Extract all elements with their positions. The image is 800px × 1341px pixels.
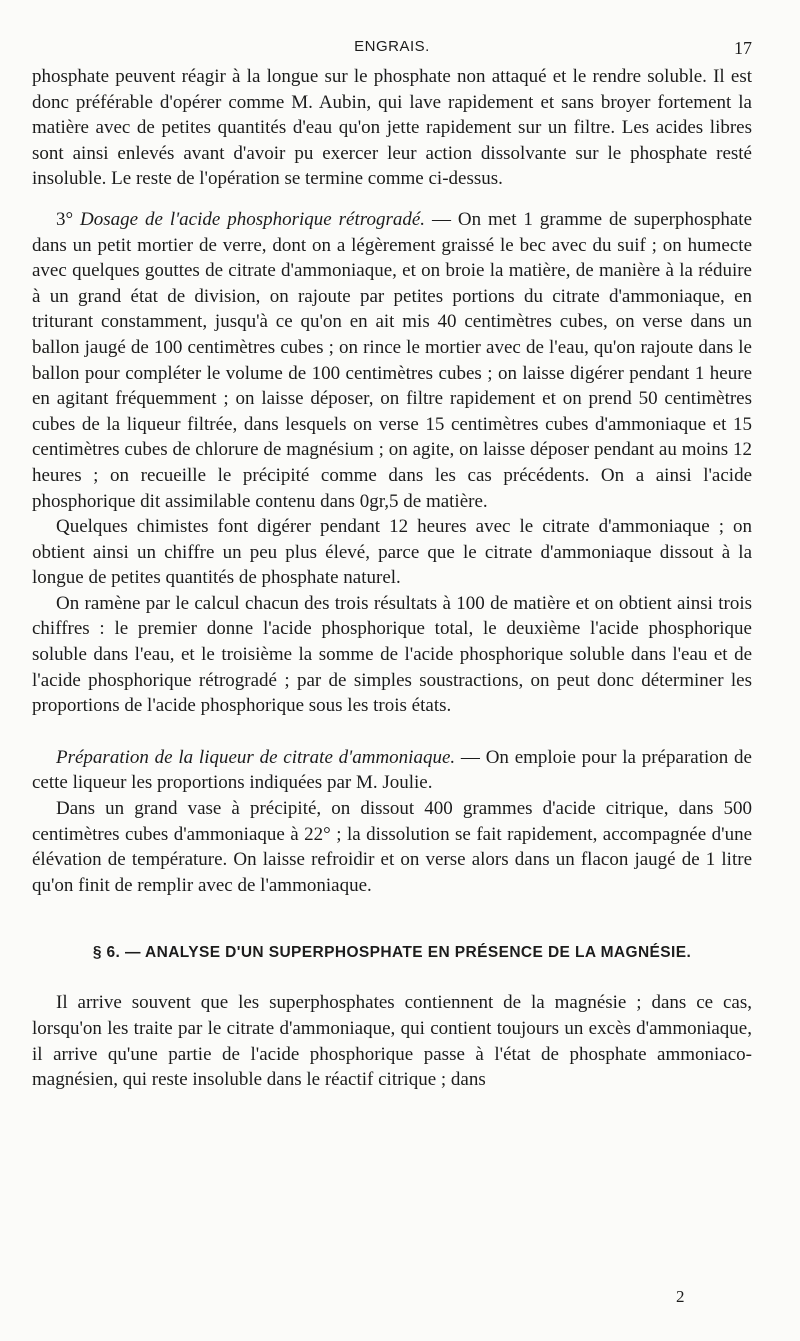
paragraph-dissolution: Dans un grand vase à précipité, on dissout 400 grammes d'acide citrique, dans 500 centimètres cubes d'ammoniaque à 22° ; la dissolution se fait rapidement, accompagnée d'une élévation de température. On laisse refroidir et on verse alors dans un flacon jaugé de 1 litre qu'on finit de remplir avec de l'ammoniaque. [32, 798, 752, 896]
paragraph-continuation: phosphate peuvent réagir à la longue sur le phosphate non attaqué et le rendre soluble. Il est donc préférable d'opérer comme M. Aubin, qui lave rapidement et sans broyer fortement la matière avec de petites quantités d'eau qu'on jette rapidement sur un filtre. Les acides libres sont ainsi enlevés avant d'avoir pu exercer leur action dissolvante sur le phosphate resté insoluble. Le reste de l'opération se termine comme ci-dessus. [32, 66, 752, 190]
body-text [32, 64, 752, 1093]
running-head [32, 38, 752, 58]
paragraph-preparation [32, 745, 752, 796]
item-number: 3° [56, 208, 74, 230]
section-heading: § 6. — ANALYSE D'UN SUPERPHOSPHATE EN PRÉSENCE DE LA MAGNÉSIE. [92, 944, 692, 962]
subheading-preparation: Préparation de la liqueur de citrate d'ammoniaque. [56, 746, 456, 768]
subheading-dosage-retrograde: Dosage de l'acide phosphorique rétrogradé. [80, 208, 426, 230]
paragraph-magnesia: Il arrive souvent que les superphosphates contiennent de la magnésie ; dans ce cas, lorsqu'on les traite par le citrate d'ammoniaque, qui contient toujours un excès d'ammoniaque, il arrive qu'une partie de l'acide phosphorique passe à l'état de phosphate ammoniaco-magnésien, qui reste insoluble dans le réactif citrique ; dans [32, 992, 752, 1091]
running-title: ENGRAIS. [354, 38, 430, 55]
paragraph-body: — On emploie pour la préparation de cette liqueur les proportions indiquées par M. Joulie. [32, 746, 752, 794]
signature-mark: 2 [676, 1287, 685, 1306]
paragraph-body: — On met 1 gramme de superphosphate dans un petit mortier de verre, dont on a légèrement graissé le bec avec du suif ; on humecte avec quelques gouttes de citrate d'ammoniaque, et on broie la matière, de manière à la réduire à un grand état de division, on rajoute par petites portions du citrate d'ammoniaque, en triturant constamment, jusqu'à ce qu'on en ait mis 40 centimètres cubes, on verse dans un ballon jaugé de 100 centimètres cubes ; on rince le mortier avec de l'eau, qu'on rajoute dans le ballon pour compléter le volume de 100 centimètres cubes ; on laisse digérer pendant 1 heure en agitant fréquemment ; on laisse déposer, on filtre rapidement et on prend 50 centimètres cubes de la liqueur filtrée, dans lesquels on verse 15 centimètres cubes d'ammoniaque et 15 centimètres cubes de chlorure de magnésium ; on agite, on laisse déposer pendant au moins 12 heures ; on recueille le précipité comme dans les cas précédents. On a ainsi l'acide phosphorique dit assimilable contenu dans 0gr,5 de matière. [32, 208, 753, 512]
page-number: 17 [734, 38, 752, 58]
paragraph-calculation: On ramène par le calcul chacun des trois résultats à 100 de matière et on obtient ainsi trois chiffres : le premier donne l'acide phosphorique total, le deuxième l'acide phosphorique soluble dans l'eau, et le troisième la somme de l'acide phosphorique soluble dans l'eau et de l'acide phosphorique rétrogradé ; par de simples soustractions, on peut donc déterminer les proportions de l'acide phosphorique sous les trois états. [32, 592, 752, 717]
paragraph-dosage-retrograde [32, 207, 752, 514]
paragraph-digestion: Quelques chimistes font digérer pendant 12 heures avec le citrate d'ammoniaque ; on obtient ainsi un chiffre un peu plus élevé, parce que le citrate d'ammoniaque dissout à la longue de petites quantités de phosphate naturel. [32, 516, 752, 589]
